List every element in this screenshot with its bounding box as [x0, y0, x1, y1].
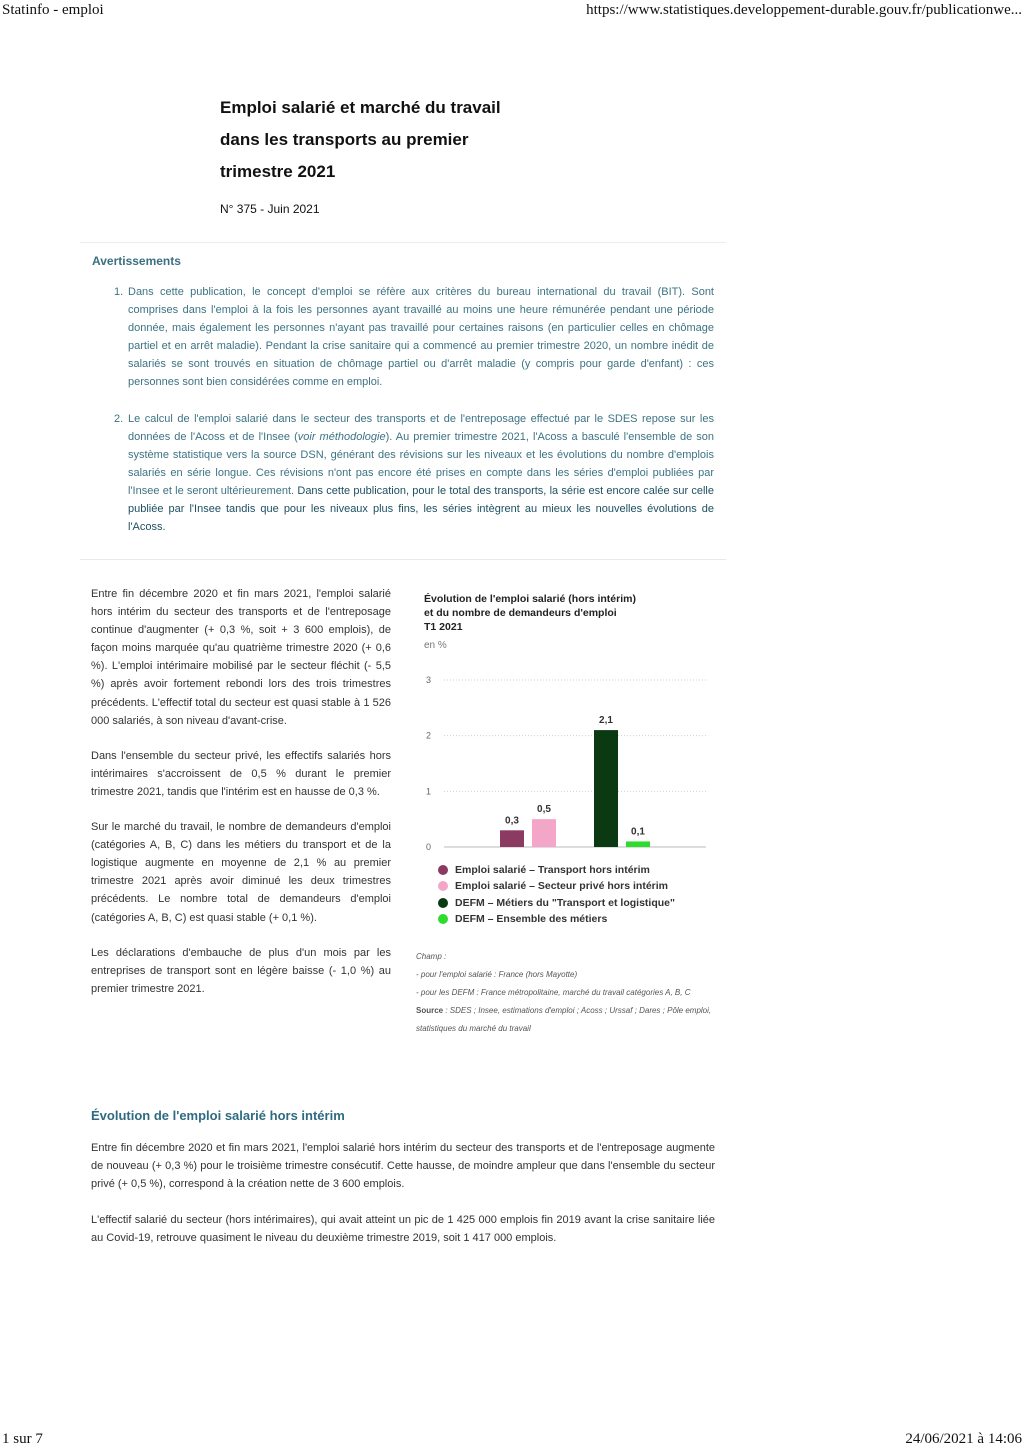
chart-bar: [500, 830, 524, 847]
champ-line: - pour les DEFM : France métropolitaine, marché du travail catégories A, B, C: [416, 988, 691, 997]
section-body: [91, 1139, 715, 1265]
page-title-line-3: trimestre 2021: [220, 162, 336, 181]
warning-item: [114, 410, 714, 537]
warnings-list: [114, 283, 714, 554]
section-paragraph: L'effectif salarié du secteur (hors intérimaires), qui avait atteint un pic de 1 425 000 emplois fin 2019 avant la crise sanitaire liée au Covid-19, retrouve quasiment le niveau du deuxième trimestre 2019, soit 1 417 000 emplois.: [91, 1214, 715, 1245]
print-header-title: Statinfo - emploi: [2, 2, 104, 18]
legend-item: [438, 862, 675, 878]
summary-paragraph: Entre fin décembre 2020 et fin mars 2021, l'emploi salarié hors intérim du secteur des transports et de l'entreposage continue d'augmenter (+ 0,3 %, soit + 3 600 emplois), de façon moins marquée qu'au quatrième trimestre 2020 (+ 0,6 %). L'emploi intérimaire mobilisé par le secteur fléchit (- 5,5 %) après avoir fortement rebondi lors des trois trimestres précédents. L'effectif total du secteur est quasi stable à 1 526 000 salariés, à son niveau d'avant-crise.: [91, 588, 391, 727]
champ-title: Champ :: [416, 952, 447, 961]
warning-emphasis: Dans cette publication, pour le total des transports, la série est encore calée sur celle publiée par l'Insee tandis que pour les niveaux plus fins, les séries intègrent au mieux les nouvelles évolutions de l'Acoss.: [128, 484, 714, 534]
legend-label: Emploi salarié – Secteur privé hors intérim: [455, 880, 668, 893]
chart-unit: en %: [424, 640, 447, 651]
chart-legend: [438, 862, 675, 927]
page-title-line-2: dans les transports au premier: [220, 130, 469, 149]
methodology-link[interactable]: voir méthodologie: [297, 430, 386, 443]
warning-number: 1.: [114, 286, 124, 298]
legend-label: DEFM – Ensemble des métiers: [455, 913, 608, 926]
issue-number: N° 375 - Juin 2021: [220, 202, 320, 216]
bar-value-label: 2,1: [599, 715, 613, 727]
summary-column: [91, 585, 391, 1015]
legend-item: [438, 878, 675, 894]
warning-text: ). Au premier trimestre 2021, l'Acoss a basculé l'ensemble de son système statistique vers la source DSN, générant des révisions sur les niveaux et les évolutions du nombre d'emplois salariés en série longue. Ces révisions n'ont pas encore été prises en compte dans les séries d'emploi publiées par l'Insee et le seront ultérieurement.: [128, 430, 714, 497]
page-counter: 1 sur 7: [2, 1431, 43, 1447]
legend-label: Emploi salarié – Transport hors intérim: [455, 864, 650, 877]
y-tick-label: 3: [426, 675, 432, 685]
summary-paragraph: Les déclarations d'embauche de plus d'un mois par les entreprises de transport sont en légère baisse (- 1,0 %) au premier trimestre 2021.: [91, 946, 391, 995]
chart-title-line-3: T1 2021: [424, 621, 463, 633]
print-date: 24/06/2021 à 14:06: [905, 1431, 1022, 1447]
chart-title-line-2: et du nombre de demandeurs d'emploi: [424, 607, 617, 619]
y-tick-label: 1: [426, 786, 432, 797]
source-label: Source: [416, 1006, 444, 1015]
bar-value-label: 0,1: [631, 826, 645, 838]
y-tick-label: 0: [426, 842, 432, 852]
chart-bar: [626, 841, 650, 847]
bar-value-label: 0,5: [537, 804, 551, 816]
chart-bar: [532, 819, 556, 847]
warning-item: [114, 283, 714, 392]
page-title-line-1: Emploi salarié et marché du travail: [220, 98, 501, 117]
bar-value-label: 0,3: [505, 815, 519, 827]
chart-notes: [416, 948, 712, 1038]
chart-bar: [594, 730, 618, 847]
y-tick-label: 2: [426, 730, 432, 741]
section-title: Évolution de l'emploi salarié hors intérim: [91, 1108, 345, 1123]
legend-swatch: [438, 898, 448, 908]
warning-text: Le calcul de l'emploi salarié dans le secteur des transports et de l'entreposage effectué par le SDES repose sur les données de l'Acoss et de l'Insee (: [128, 412, 714, 443]
legend-swatch: [438, 865, 448, 875]
chart-title-line-1: Évolution de l'emploi salarié (hors intérim): [424, 593, 636, 605]
summary-paragraph: Sur le marché du travail, le nombre de demandeurs d'emploi (catégories A, B, C) dans les métiers du transport et de la logistique augmente en moyenne de 2,1 % au premier trimestre 2021 après avoir diminué les deux trimestres précédents. Le nombre total de demandeurs d'emploi (catégories A, B, C) est quasi stable (+ 0,1 %).: [91, 821, 391, 924]
warning-text: Dans cette publication, le concept d'emploi se réfère aux critères du bureau international du travail (BIT). Sont comprises dans l'emploi à la fois les personnes ayant travaillé au moins une heure rémunérée pendant une période donnée, mais également les personnes n'ayant pas travaillé pour certaines raisons (en particulier celles en chômage partiel et en arrêt maladie). Pendant la crise sanitaire qui a commencé au premier trimestre 2020, un nombre inédit de salariés se sont trouvés en situation de chômage partiel ou d'arrêt maladie (y compris pour garde d'enfant) : ces personnes sont bien considérées comme en emploi.: [128, 286, 714, 389]
print-header-url[interactable]: https://www.statistiques.developpement-durable.gouv.fr/publicationwe...: [586, 2, 1022, 18]
legend-swatch: [438, 881, 448, 891]
bar-chart: [410, 660, 720, 860]
source-line: [416, 1002, 712, 1038]
legend-label: DEFM – Métiers du "Transport et logistique": [455, 896, 675, 909]
warning-number: 2.: [114, 412, 124, 425]
source-text: : SDES ; Insee, estimations d'emploi ; Acoss ; Urssaf ; Dares ; Pôle emploi, statistiques du marché du travail: [416, 1006, 712, 1033]
legend-item: [438, 911, 675, 927]
legend-item: [438, 895, 675, 911]
section-paragraph: Entre fin décembre 2020 et fin mars 2021, l'emploi salarié hors intérim du secteur des transports et de l'entreposage augmente de nouveau (+ 0,3 %) pour le troisième trimestre consécutif. Cette hausse, de moindre ampleur que dans l'ensemble du secteur privé (+ 0,5 %), correspond à la création nette de 3 600 emplois.: [91, 1142, 715, 1191]
legend-swatch: [438, 914, 448, 924]
warnings-title: Avertissements: [92, 254, 181, 268]
page-title: [220, 92, 550, 188]
champ-line: - pour l'emploi salarié : France (hors Mayotte): [416, 970, 578, 979]
summary-paragraph: Dans l'ensemble du secteur privé, les effectifs salariés hors intérimaires s'accroissent de 0,5 % durant le premier trimestre 2021, tandis que l'intérim est en hausse de 0,3 %.: [91, 749, 391, 798]
chart-title: [424, 592, 704, 634]
